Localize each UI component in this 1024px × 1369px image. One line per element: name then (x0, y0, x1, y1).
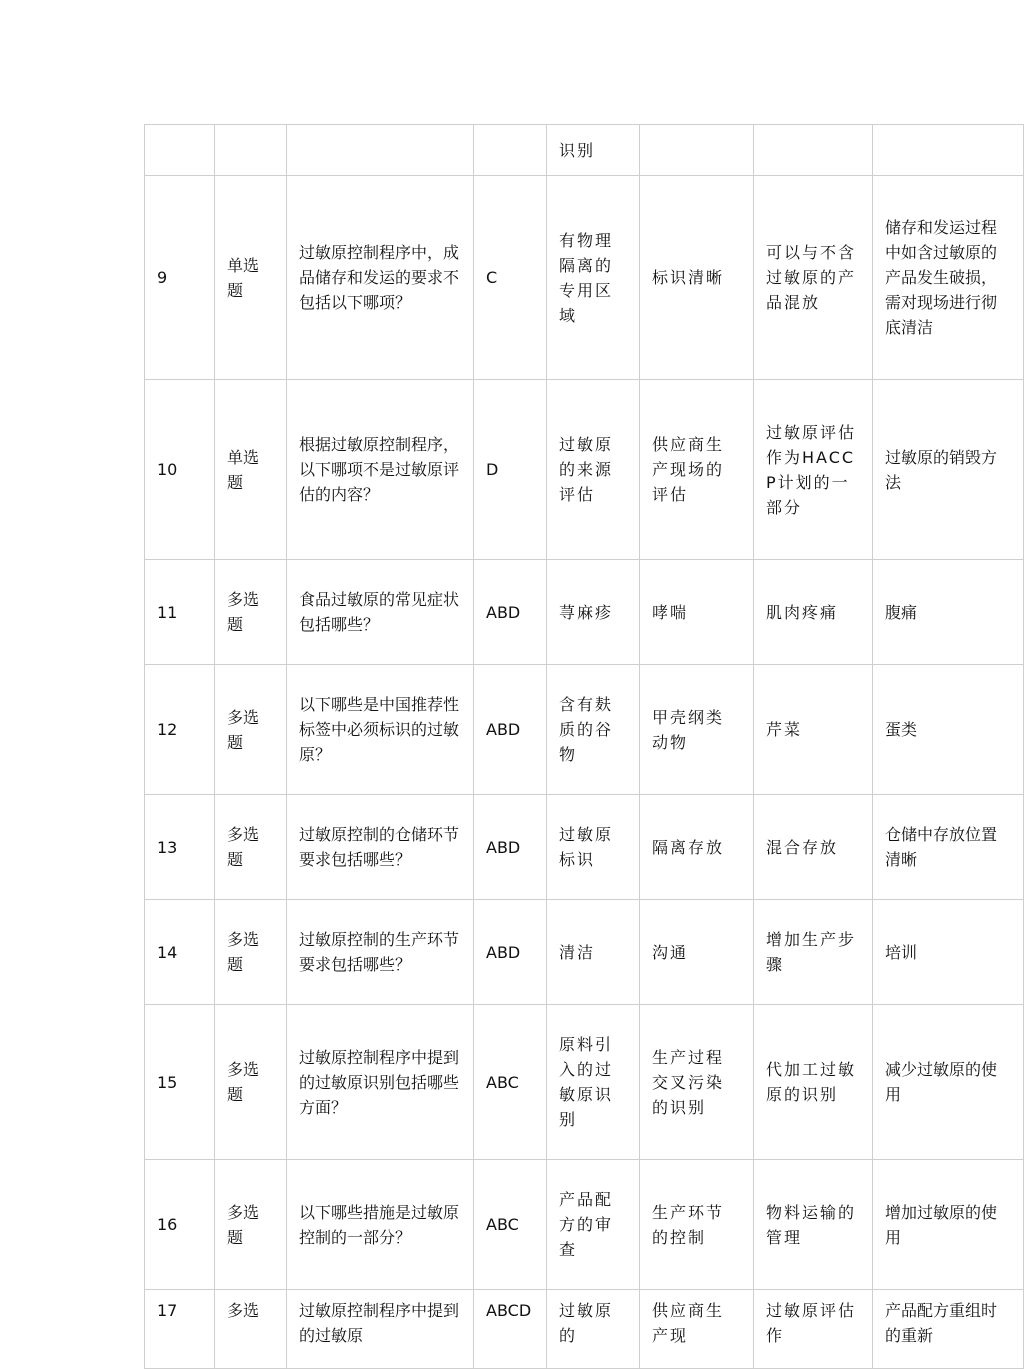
question-type: 多选题 (215, 560, 287, 665)
question-type: 单选题 (215, 380, 287, 560)
question-number: 11 (145, 560, 215, 665)
option-a: 荨麻疹 (547, 560, 640, 665)
option-d (873, 125, 1024, 176)
question-text (287, 125, 474, 176)
option-d: 蛋类 (873, 665, 1024, 795)
option-d: 过敏原的销毁方法 (873, 380, 1024, 560)
answer-key: ABD (474, 560, 547, 665)
table-row (145, 665, 1024, 795)
question-text: 过敏原控制程序中提到的过敏原 (287, 1290, 474, 1369)
table-row (145, 1005, 1024, 1160)
option-a: 含有麸质的谷物 (547, 665, 640, 795)
option-a: 过敏原的 (547, 1290, 640, 1369)
answer-key: ABC (474, 1160, 547, 1290)
question-number (145, 125, 215, 176)
option-b: 哮喘 (640, 560, 754, 665)
question-type: 多选题 (215, 900, 287, 1005)
option-a: 原料引入的过敏原识别 (547, 1005, 640, 1160)
question-text: 过敏原控制程序中，成品储存和发运的要求不包括以下哪项？ (287, 176, 474, 380)
question-text: 食品过敏原的常见症状包括哪些？ (287, 560, 474, 665)
option-c (754, 125, 873, 176)
table-row (145, 176, 1024, 380)
question-number: 12 (145, 665, 215, 795)
table-row (145, 560, 1024, 665)
option-a: 识别 (547, 125, 640, 176)
option-c: 代加工过敏原的识别 (754, 1005, 873, 1160)
table-row (145, 380, 1024, 560)
question-text: 根据过敏原控制程序，以下哪项不是过敏原评估的内容？ (287, 380, 474, 560)
option-c: 物料运输的管理 (754, 1160, 873, 1290)
table-row (145, 1290, 1024, 1369)
option-d: 储存和发运过程中如含过敏原的产品发生破损，需对现场进行彻底清洁 (873, 176, 1024, 380)
option-b: 供应商生产现场的评估 (640, 380, 754, 560)
option-a: 产品配方的审查 (547, 1160, 640, 1290)
option-a: 过敏原的来源评估 (547, 380, 640, 560)
question-type: 多选题 (215, 795, 287, 900)
option-d: 减少过敏原的使用 (873, 1005, 1024, 1160)
option-b: 生产过程交叉污染的识别 (640, 1005, 754, 1160)
question-number: 13 (145, 795, 215, 900)
option-c: 混合存放 (754, 795, 873, 900)
option-c: 过敏原评估作为HACCP计划的一部分 (754, 380, 873, 560)
option-b: 生产环节的控制 (640, 1160, 754, 1290)
option-b: 标识清晰 (640, 176, 754, 380)
table-row (145, 795, 1024, 900)
option-d: 腹痛 (873, 560, 1024, 665)
option-c: 肌肉疼痛 (754, 560, 873, 665)
question-number: 15 (145, 1005, 215, 1160)
question-number: 9 (145, 176, 215, 380)
question-text: 以下哪些是中国推荐性标签中必须标识的过敏原？ (287, 665, 474, 795)
answer-key: ABD (474, 795, 547, 900)
question-number: 16 (145, 1160, 215, 1290)
question-text: 过敏原控制的仓储环节要求包括哪些？ (287, 795, 474, 900)
answer-key: ABC (474, 1005, 547, 1160)
table-row (145, 125, 1024, 176)
option-b: 隔离存放 (640, 795, 754, 900)
option-b: 供应商生产现 (640, 1290, 754, 1369)
answer-key (474, 125, 547, 176)
answer-key: ABD (474, 665, 547, 795)
question-text: 过敏原控制的生产环节要求包括哪些？ (287, 900, 474, 1005)
option-c: 芹菜 (754, 665, 873, 795)
option-b: 沟通 (640, 900, 754, 1005)
question-number: 10 (145, 380, 215, 560)
option-d: 仓储中存放位置清晰 (873, 795, 1024, 900)
question-type: 多选题 (215, 1160, 287, 1290)
option-a: 清洁 (547, 900, 640, 1005)
question-text: 以下哪些措施是过敏原控制的一部分？ (287, 1160, 474, 1290)
question-type: 多选题 (215, 1005, 287, 1160)
option-a: 过敏原标识 (547, 795, 640, 900)
question-type: 单选题 (215, 176, 287, 380)
table-row (145, 1160, 1024, 1290)
option-c: 增加生产步骤 (754, 900, 873, 1005)
option-d: 产品配方重组时的重新 (873, 1290, 1024, 1369)
question-number: 17 (145, 1290, 215, 1369)
option-a: 有物理隔离的专用区域 (547, 176, 640, 380)
table-row (145, 900, 1024, 1005)
option-d: 增加过敏原的使用 (873, 1160, 1024, 1290)
option-c: 过敏原评估作 (754, 1290, 873, 1369)
question-text: 过敏原控制程序中提到的过敏原识别包括哪些方面？ (287, 1005, 474, 1160)
question-number: 14 (145, 900, 215, 1005)
answer-key: ABD (474, 900, 547, 1005)
question-type: 多选题 (215, 665, 287, 795)
quiz-table (144, 124, 1024, 1369)
answer-key: ABCD (474, 1290, 547, 1369)
option-b (640, 125, 754, 176)
question-type (215, 125, 287, 176)
option-b: 甲壳纲类动物 (640, 665, 754, 795)
question-type: 多选 (215, 1290, 287, 1369)
answer-key: C (474, 176, 547, 380)
option-d: 培训 (873, 900, 1024, 1005)
option-c: 可以与不含过敏原的产品混放 (754, 176, 873, 380)
answer-key: D (474, 380, 547, 560)
